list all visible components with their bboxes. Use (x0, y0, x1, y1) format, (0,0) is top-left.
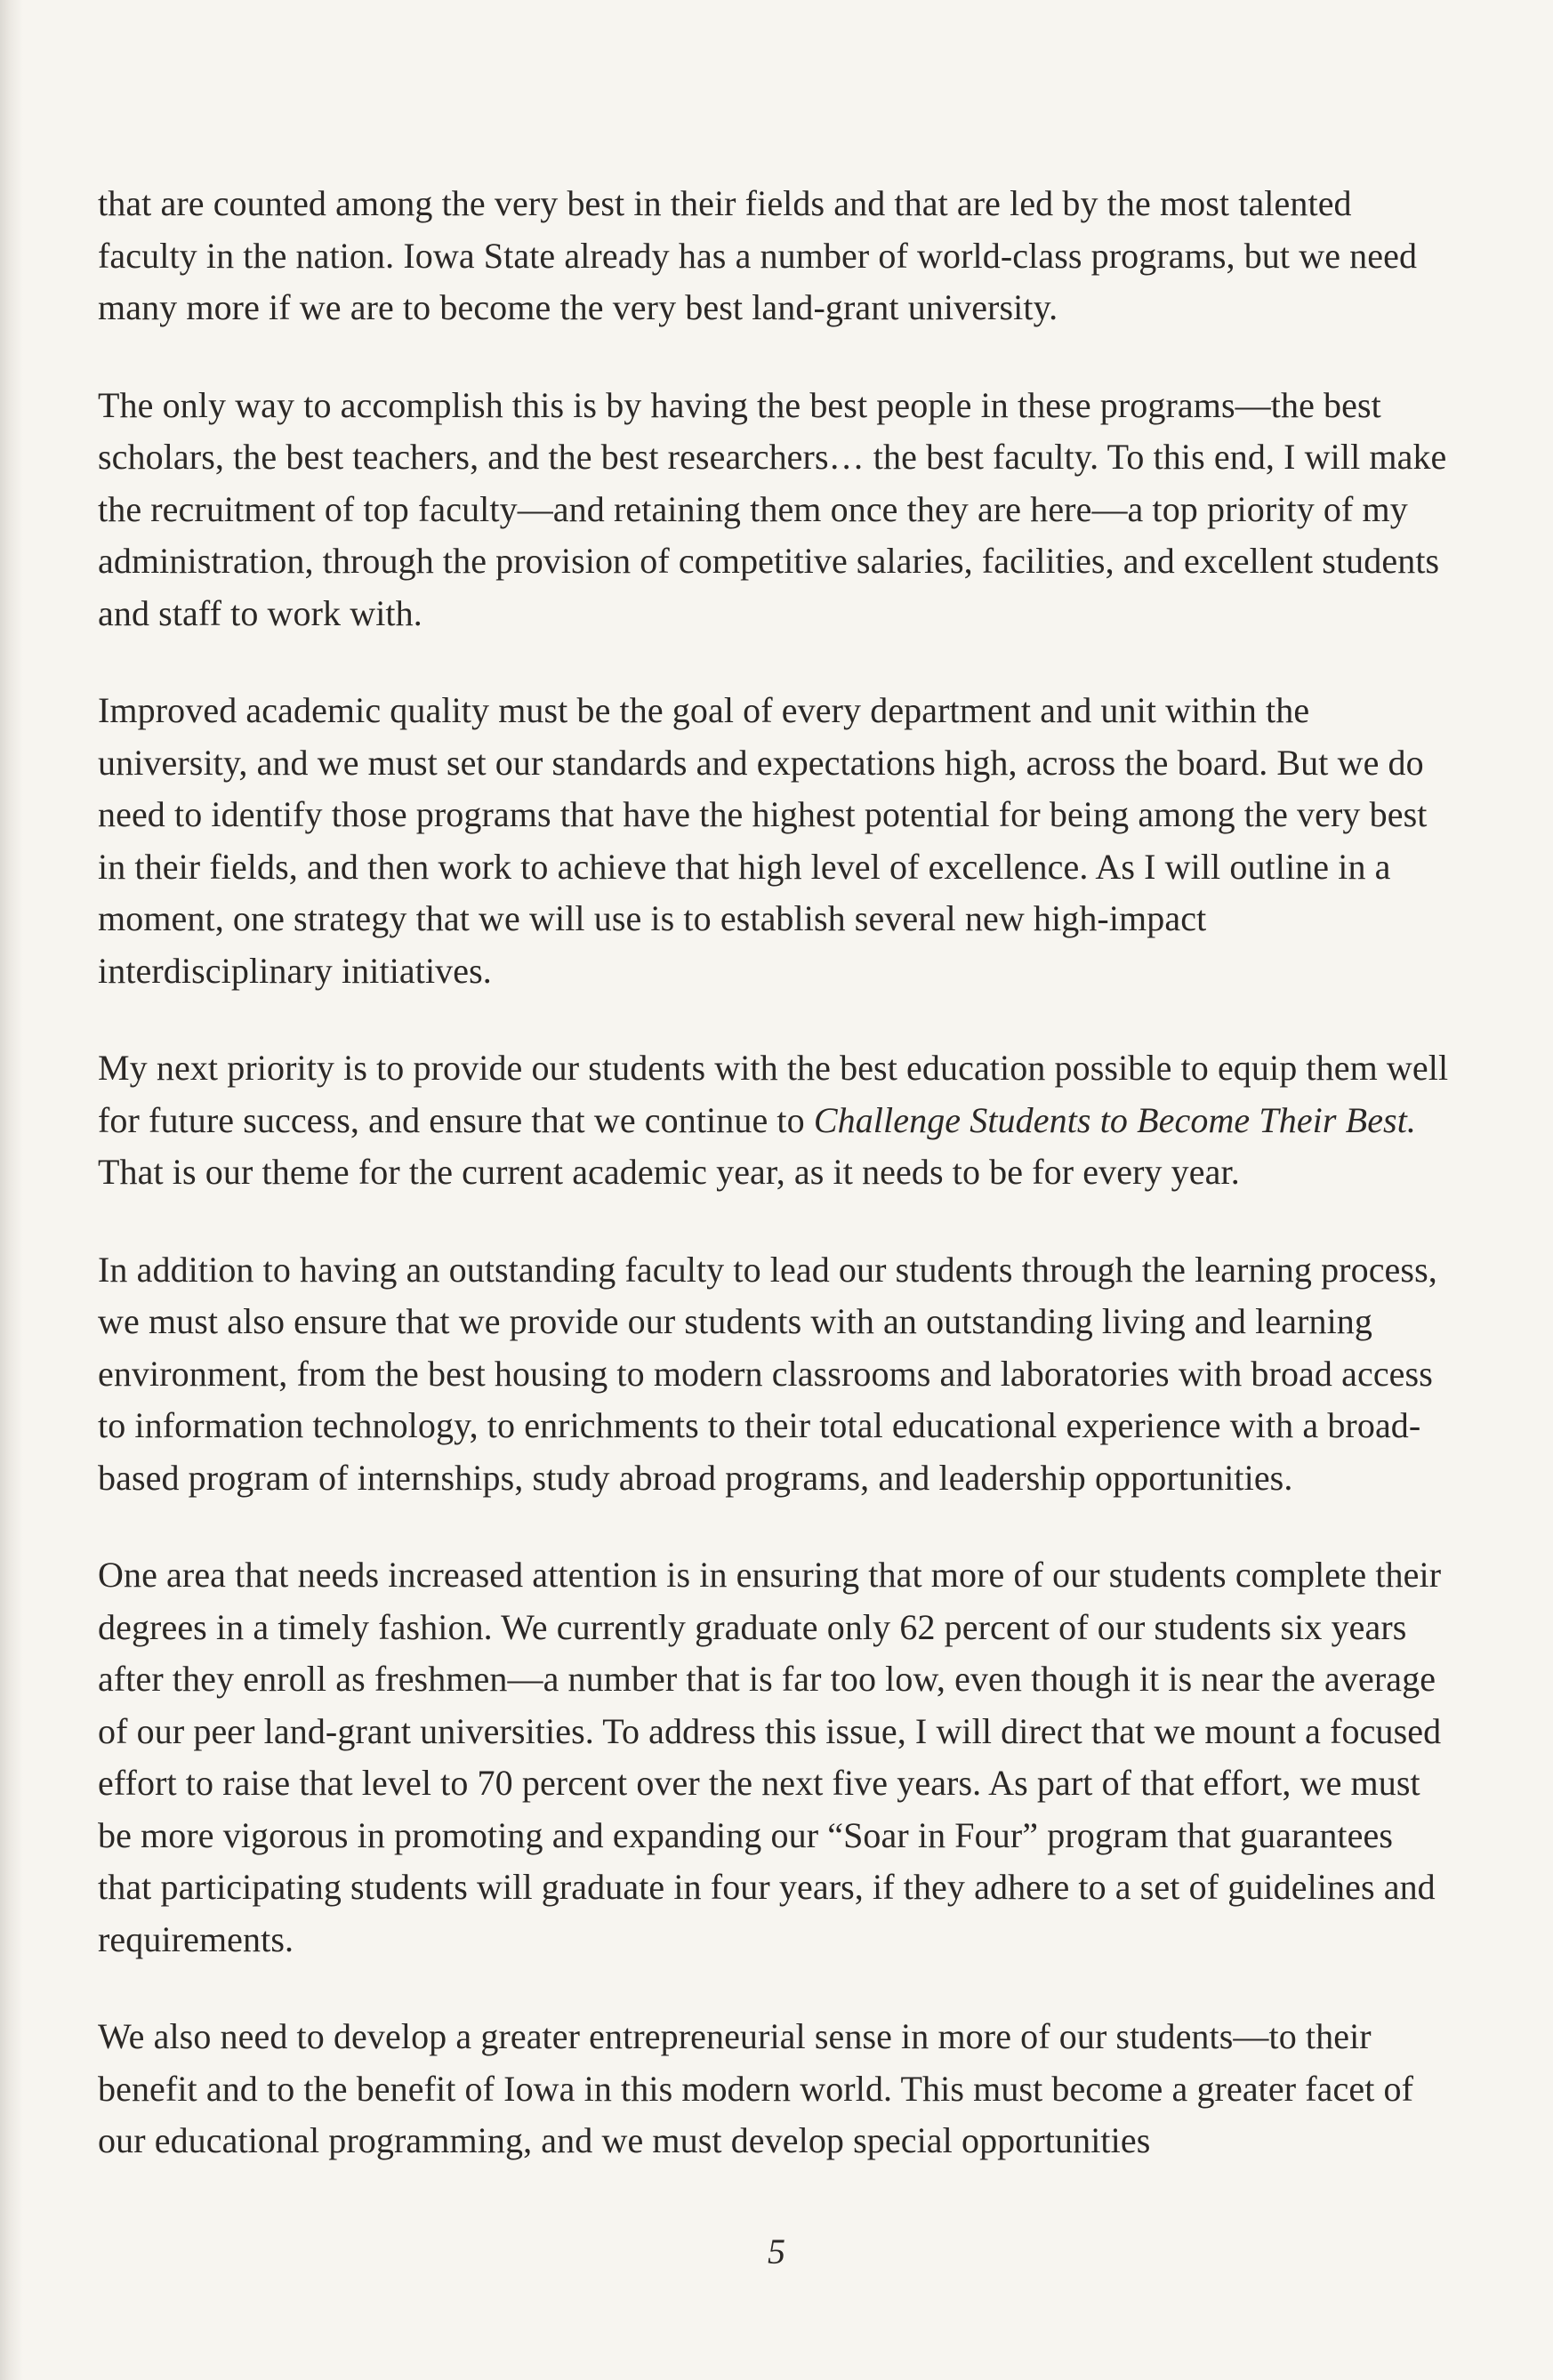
theme-emphasis: Challenge Students to Become Their Best. (813, 1099, 1417, 1140)
page-edge-shadow (0, 0, 23, 2380)
paragraph-2: The only way to accomplish this is by having the best people in these programs—the best scholars, the best teachers, and the best researchers… the best faculty. To this end, I will make the recruitment of top faculty—and retaining them once they are here—a top priority of my administration, through the provision of competitive salaries, facilities, and excellent students and staff to work with. (98, 384, 1447, 633)
paragraph-4 (98, 1042, 1450, 1199)
paragraph-4-text-after: That is our theme for the current academic year, as it needs to be for every year. (98, 1152, 1240, 1192)
paragraph-1: that are counted among the very best in their fields and that are led by the most talented faculty in the nation. Iowa State already has a number of world-class programs, but we need many more if we are to become the very best land-grant university. (98, 183, 1418, 327)
page-number: 5 (768, 2231, 785, 2271)
paragraph-7: We also need to develop a greater entrepreneurial sense in more of our students—to their benefit and to the benefit of Iowa in this modern world. This must become a greater facet of our educational programming, and we must develop special opportunities (98, 2016, 1414, 2160)
paragraph-6: One area that needs increased attention is in ensuring that more of our students complete their degrees in a timely fashion. We currently graduate only 62 percent of our students six years after they enroll as freshmen—a number that is far too low, even though it is near the average of our peer land-grant universities. To address this issue, I will direct that we mount a focused effort to raise that level to 70 percent over the next five years. As part of that effort, we must be more vigorous in promoting and expanding our “Soar in Four” program that guarantees that participating students will graduate in four years, if they adhere to a set of guidelines and requirements. (98, 1555, 1442, 1959)
paragraph-3: Improved academic quality must be the goal of every department and unit within the university, and we must set our standards and expectations high, across the board. But we do need to identify those programs that have the highest potential for being among the very best in their fields, and then work to achieve that high level of excellence. As I will outline in a moment, one strategy that we will use is to establish several new high-impact interdisciplinary initiatives. (98, 690, 1428, 991)
paragraph-4-text-before: My next priority is to provide our students with the best education possible to equip them well for future success, and ensure that we continue to (98, 1048, 1449, 1140)
body-text-column (98, 178, 1450, 2213)
paragraph-5: In addition to having an outstanding faculty to lead our students through the learning process, we must also ensure that we provide our students with an outstanding living and learning environment, from the best housing to modern classrooms and laboratories with broad access to information technology, to enrichments to their total educational experience with a broad-based program of internships, study abroad programs, and leadership opportunities. (98, 1249, 1437, 1498)
